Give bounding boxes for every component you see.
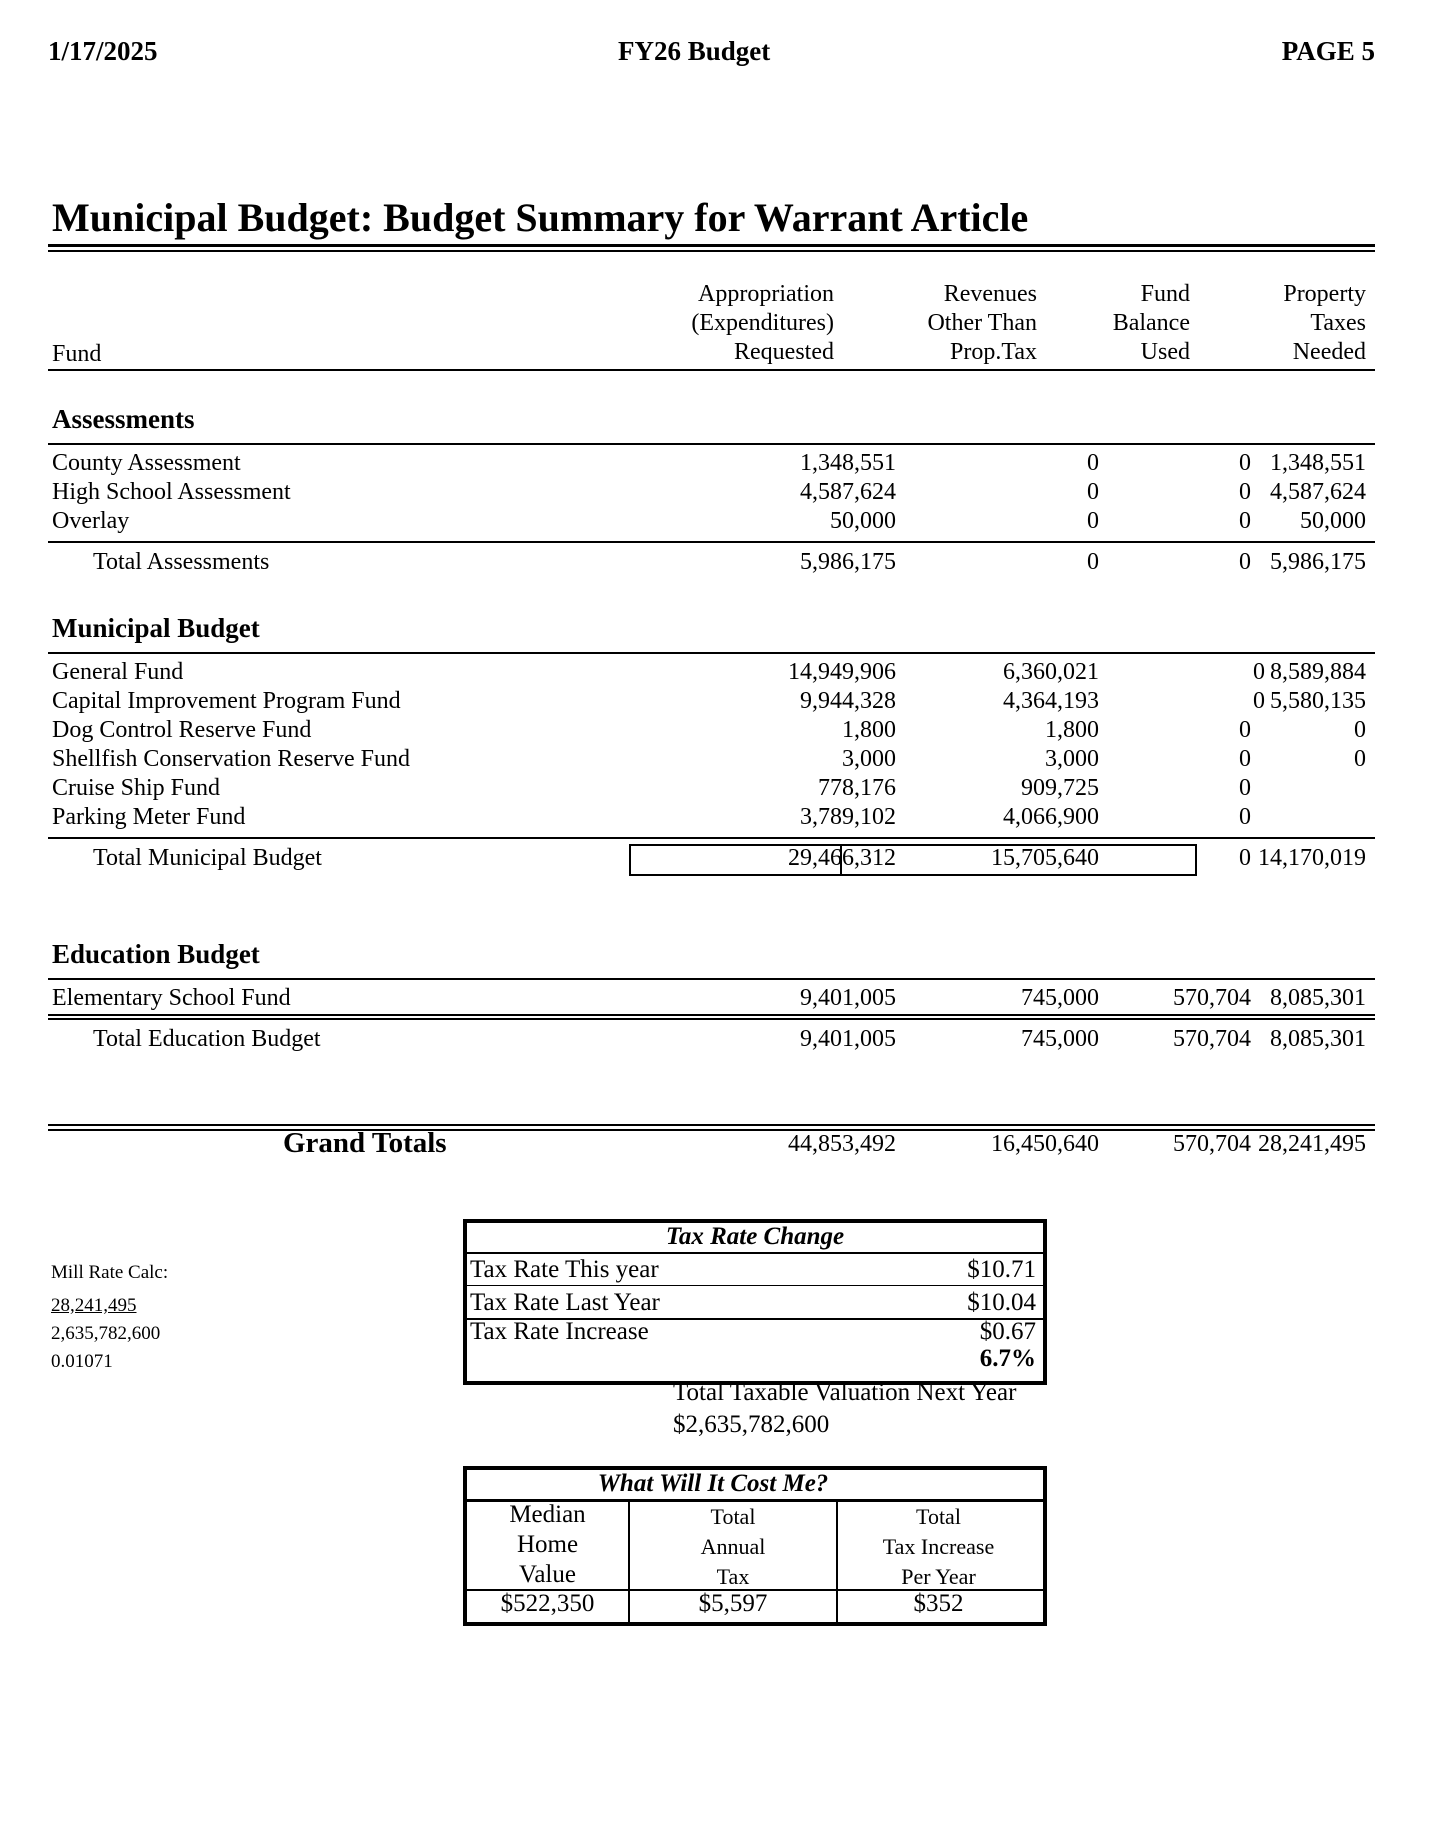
table-row: General Fund 14,949,906 6,360,021 0 8,589,884 xyxy=(52,659,1366,685)
mill-rate-label: Mill Rate Calc: xyxy=(51,1262,169,1283)
education-total-rule-top xyxy=(48,1014,1375,1016)
mill-rate-result: 0.01071 xyxy=(51,1351,113,1372)
cost-value-annual-tax: $5,597 xyxy=(698,1590,768,1617)
tax-rate-last-year-value: $10.04 xyxy=(967,1289,1036,1316)
page-title: Municipal Budget: Budget Summary for Warrant Article xyxy=(52,195,1029,240)
col-header-appropriation: Appropriation (Expenditures) Requested xyxy=(691,281,834,365)
cost-header-median-home-value: Median Home Value xyxy=(509,1501,586,1588)
mill-rate-numerator: 28,241,495 xyxy=(51,1295,137,1316)
tax-rate-this-year-label: Tax Rate This year xyxy=(470,1256,659,1283)
total-row-assessments: Total Assessments 5,986,175 0 0 5,986,175 xyxy=(93,549,1366,575)
taxable-valuation-value: $2,635,782,600 xyxy=(673,1411,830,1438)
table-row: County Assessment 1,348,551 0 0 1,348,551 xyxy=(52,450,1366,476)
table-row: Dog Control Reserve Fund 1,800 1,800 0 0 xyxy=(52,717,1366,743)
col-header-fund: Fund xyxy=(52,341,102,367)
table-row: Parking Meter Fund 3,789,102 4,066,900 0 xyxy=(52,804,1251,830)
table-row: Capital Improvement Program Fund 9,944,328 4,364,193 0 5,580,135 xyxy=(52,688,1366,714)
grand-totals-label: Grand Totals xyxy=(283,1127,447,1159)
mill-rate-denominator: 2,635,782,600 xyxy=(51,1323,161,1344)
municipal-total-rule xyxy=(48,837,1375,839)
assessments-rule xyxy=(48,443,1375,445)
cost-value-median-home: $522,350 xyxy=(500,1590,595,1617)
tax-rate-change-title: Tax Rate Change xyxy=(665,1223,845,1250)
tax-rate-increase-label: Tax Rate Increase xyxy=(470,1318,649,1345)
section-heading-education: Education Budget xyxy=(52,939,260,969)
report-header-title: FY26 Budget xyxy=(618,36,771,66)
tax-rate-last-year-label: Tax Rate Last Year xyxy=(470,1289,660,1316)
title-rule-bottom xyxy=(48,250,1375,252)
col-header-revenues: Revenues Other Than Prop.Tax xyxy=(927,281,1037,365)
table-row: High School Assessment 4,587,624 0 0 4,587,624 xyxy=(52,479,1366,505)
cost-header-total-tax-increase: Total Tax Increase Per Year xyxy=(882,1504,995,1589)
report-date: 1/17/2025 xyxy=(48,36,158,66)
grand-rule-top xyxy=(48,1124,1375,1126)
education-total-rule-bottom xyxy=(48,1018,1375,1020)
taxable-valuation-label: Total Taxable Valuation Next Year xyxy=(673,1379,1017,1406)
municipal-rule xyxy=(48,652,1375,654)
table-row: Cruise Ship Fund 778,176 909,725 0 xyxy=(52,775,1251,801)
tax-rate-increase-percent: 6.7% xyxy=(979,1345,1036,1372)
tax-rate-title-rule xyxy=(467,1252,1043,1254)
table-row: Elementary School Fund 9,401,005 745,000 570,704 8,085,301 xyxy=(52,985,1366,1011)
page-number: PAGE 5 xyxy=(1281,36,1375,66)
tax-rate-this-year-value: $10.71 xyxy=(967,1256,1036,1283)
title-rule-top xyxy=(48,244,1375,247)
total-row-municipal: Total Municipal Budget 29,466,312 15,705,640 0 14,170,019 xyxy=(93,845,1366,871)
header-rule xyxy=(48,369,1375,371)
section-heading-assessments: Assessments xyxy=(52,404,195,434)
table-row: Shellfish Conservation Reserve Fund 3,000 3,000 0 0 xyxy=(52,746,1366,772)
education-rule xyxy=(48,978,1375,980)
assessments-total-rule xyxy=(48,541,1375,543)
tax-rate-increase-value: $0.67 xyxy=(979,1318,1036,1345)
cost-value-tax-increase: $352 xyxy=(913,1590,964,1617)
table-row: Overlay 50,000 0 0 50,000 xyxy=(52,508,1366,534)
col-header-fund-balance: Fund Balance Used xyxy=(1112,281,1190,365)
section-heading-municipal: Municipal Budget xyxy=(52,613,260,643)
total-row-education: Total Education Budget 9,401,005 745,000 570,704 8,085,301 xyxy=(93,1026,1366,1052)
tax-rate-row-rule xyxy=(467,1285,1043,1286)
col-header-property-taxes: Property Taxes Needed xyxy=(1283,281,1366,365)
grand-totals-row: 44,853,492 16,450,640 570,704 28,241,495 xyxy=(788,1131,1366,1157)
cost-box-title: What Will It Cost Me? xyxy=(597,1470,829,1497)
cost-header-total-annual-tax: Total Annual Tax xyxy=(700,1504,766,1589)
